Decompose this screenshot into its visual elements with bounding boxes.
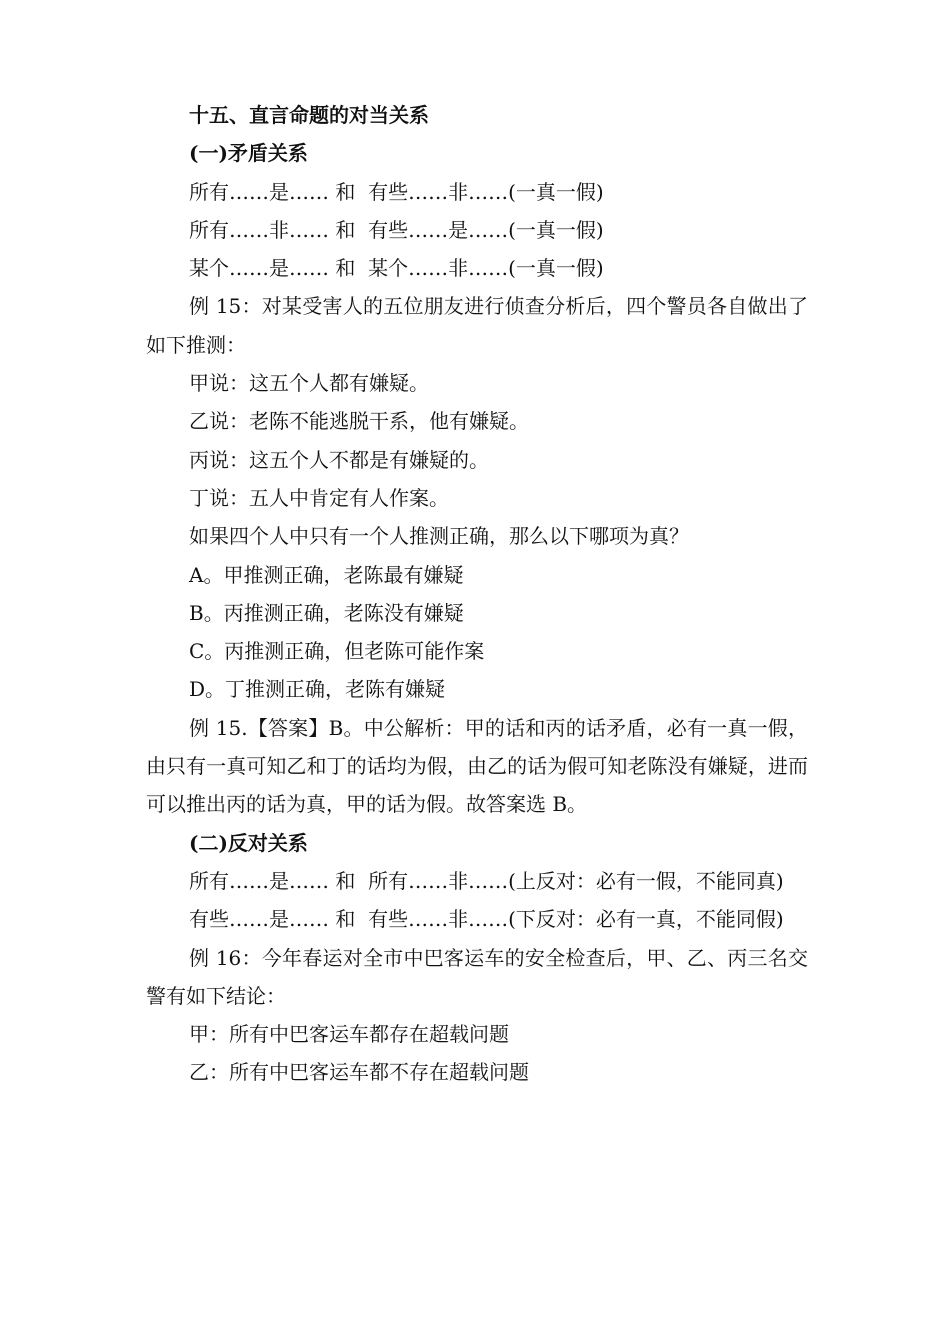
example-15-option-d: D。丁推测正确，老陈有嫌疑 (189, 677, 446, 702)
section-heading: 十五、直言命题的对当关系 (189, 103, 429, 127)
contradiction-line-1: 所有……是…… 和 有些……非……(一真一假) (189, 179, 604, 204)
example-15-statement-ding: 丁说：五人中肯定有人作案。 (189, 485, 449, 510)
example-15-question: 例 15：对某受害人的五位朋友进行侦查分析后，四个警员各自做出了如下推测： (146, 294, 808, 357)
contrary-line-2: 有些……是…… 和 有些……非……(下反对：必有一真，不能同假) (189, 907, 784, 932)
example-15-statement-jia: 甲说：这五个人都有嫌疑。 (189, 371, 429, 396)
subsection-title-contradiction: (一)矛盾关系 (189, 141, 308, 166)
contrary-line-1: 所有……是…… 和 所有……非……(上反对：必有一假，不能同真) (189, 868, 784, 893)
example-15-answer: 例 15.【答案】B。中公解析：甲的话和丙的话矛盾，必有一真一假，由只有一真可知乙和丁的话均为假，由乙的话为假可知老陈没有嫌疑，进而可以推出丙的话为真，甲的话为假。故答案选 B。 (146, 715, 808, 817)
contradiction-line-3: 某个……是…… 和 某个……非……(一真一假) (189, 256, 604, 281)
example-16-statement-jia: 甲：所有中巴客运车都存在超载问题 (189, 1022, 509, 1047)
example-15-option-b: B。丙推测正确，老陈没有嫌疑 (189, 600, 464, 625)
document-page (146, 96, 808, 1092)
subsection-title-contrary: (二)反对关系 (189, 830, 308, 855)
example-15-option-a: A。甲推测正确，老陈最有嫌疑 (189, 562, 464, 587)
contradiction-line-2: 所有……非…… 和 有些……是……(一真一假) (189, 217, 604, 242)
example-15-option-c: C。丙推测正确，但老陈可能作案 (189, 639, 485, 664)
example-16-statement-yi: 乙：所有中巴客运车都不存在超载问题 (189, 1060, 529, 1085)
example-15-statement-bing: 丙说：这五个人不都是有嫌疑的。 (189, 447, 489, 472)
example-15-prompt: 如果四个人中只有一个人推测正确，那么以下哪项为真？ (189, 524, 689, 549)
example-16-question: 例 16：今年春运对全市中巴客运车的安全检查后，甲、乙、丙三名交警有如下结论： (146, 945, 808, 1008)
example-15-statement-yi: 乙说：老陈不能逃脱干系，他有嫌疑。 (189, 409, 529, 434)
